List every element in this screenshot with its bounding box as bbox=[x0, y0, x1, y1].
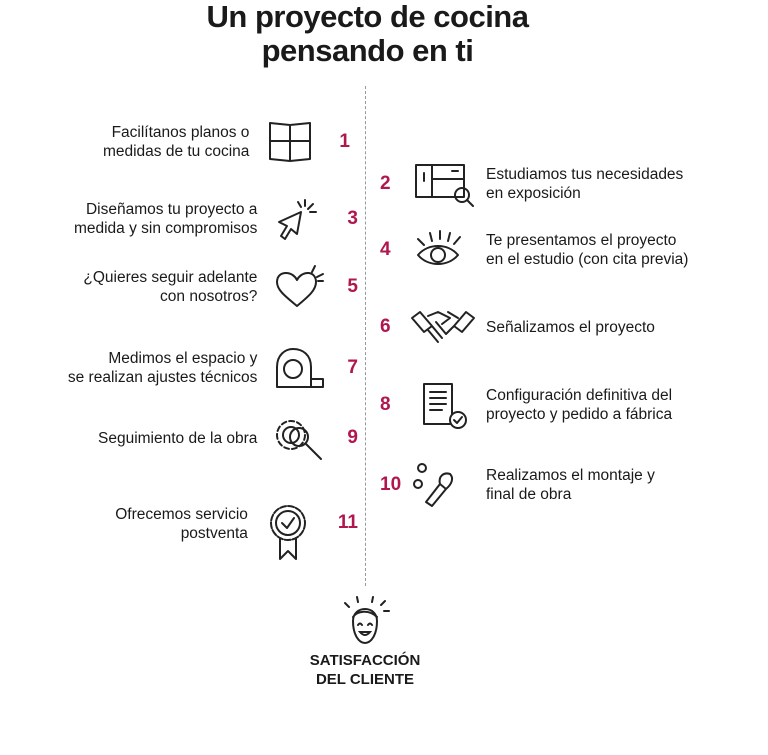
step-text bbox=[486, 318, 655, 337]
eye-icon bbox=[410, 227, 478, 273]
step-line: medida y sin compromisos bbox=[73, 220, 258, 237]
gear-search-icon bbox=[271, 415, 327, 461]
step-number: 10 bbox=[380, 474, 402, 495]
award-badge-icon bbox=[262, 503, 318, 563]
step-number: 5 bbox=[347, 276, 358, 297]
step-text bbox=[486, 231, 688, 269]
tape-measure-icon bbox=[271, 345, 327, 391]
step-1 bbox=[103, 120, 350, 164]
step-8 bbox=[380, 380, 672, 430]
step-number: 8 bbox=[380, 394, 391, 415]
step-2 bbox=[380, 162, 683, 206]
step-11 bbox=[115, 503, 358, 563]
happy-face-icon bbox=[335, 595, 395, 645]
cursor-click-icon bbox=[271, 196, 327, 242]
step-line: Configuración definitiva del bbox=[486, 387, 673, 404]
step-number: 7 bbox=[347, 357, 358, 378]
step-text bbox=[83, 268, 257, 306]
step-text bbox=[68, 349, 258, 387]
step-line: Seguimiento de la obra bbox=[98, 429, 258, 447]
customer-satisfaction-label bbox=[265, 651, 465, 689]
step-line: Medimos el espacio y bbox=[108, 350, 258, 367]
step-line: se realizan ajustes técnicos bbox=[67, 369, 258, 386]
document-check-icon bbox=[410, 380, 478, 430]
step-line: postventa bbox=[180, 525, 248, 542]
step-line: Diseñamos tu proyecto a bbox=[85, 201, 258, 218]
step-number: 9 bbox=[347, 427, 358, 448]
step-7 bbox=[68, 346, 358, 390]
step-line: medidas de tu cocina bbox=[102, 143, 250, 160]
step-6 bbox=[380, 305, 655, 349]
heart-icon bbox=[271, 264, 327, 310]
step-text bbox=[74, 200, 257, 238]
step-line: en el estudio (con cita previa) bbox=[486, 251, 689, 268]
step-text bbox=[486, 386, 672, 424]
step-10 bbox=[380, 463, 655, 507]
step-line: en exposición bbox=[486, 185, 581, 202]
timeline-dashed-line bbox=[365, 86, 366, 586]
step-line: Facilítanos planos o bbox=[111, 124, 250, 141]
title-line-2: pensando en ti bbox=[261, 33, 474, 68]
step-text bbox=[486, 466, 655, 504]
step-line: final de obra bbox=[486, 486, 572, 503]
final-line-2: DEL CLIENTE bbox=[315, 671, 415, 688]
step-9 bbox=[98, 416, 358, 460]
step-number: 4 bbox=[380, 239, 391, 260]
step-line: Estudiamos tus necesidades bbox=[486, 166, 684, 183]
map-icon bbox=[263, 119, 319, 165]
step-line: ¿Quieres seguir adelante bbox=[83, 269, 258, 286]
step-number: 1 bbox=[339, 131, 350, 152]
step-line: Realizamos el montaje y bbox=[486, 467, 655, 484]
step-number: 3 bbox=[347, 208, 358, 229]
step-number: 11 bbox=[337, 512, 358, 533]
step-number: 6 bbox=[380, 316, 391, 337]
final-line-1: SATISFACCIÓN bbox=[309, 652, 421, 669]
step-text bbox=[486, 165, 683, 203]
step-text bbox=[115, 505, 248, 543]
step-text bbox=[98, 429, 257, 448]
step-number: 2 bbox=[380, 173, 391, 194]
step-line: con nosotros? bbox=[160, 288, 258, 305]
page-title bbox=[0, 0, 735, 68]
step-3 bbox=[74, 197, 358, 241]
handshake-icon bbox=[410, 304, 478, 350]
step-text bbox=[103, 123, 249, 161]
kitchen-search-icon bbox=[410, 161, 478, 207]
bolt-nut-icon bbox=[410, 462, 478, 508]
step-line: proyecto y pedido a fábrica bbox=[486, 406, 673, 423]
step-line: Te presentamos el proyecto bbox=[486, 232, 677, 249]
title-line-1: Un proyecto de cocina bbox=[206, 0, 529, 34]
step-4 bbox=[380, 228, 688, 272]
step-line: Señalizamos el proyecto bbox=[486, 318, 655, 336]
step-line: Ofrecemos servicio bbox=[115, 506, 248, 523]
step-5 bbox=[83, 265, 358, 309]
